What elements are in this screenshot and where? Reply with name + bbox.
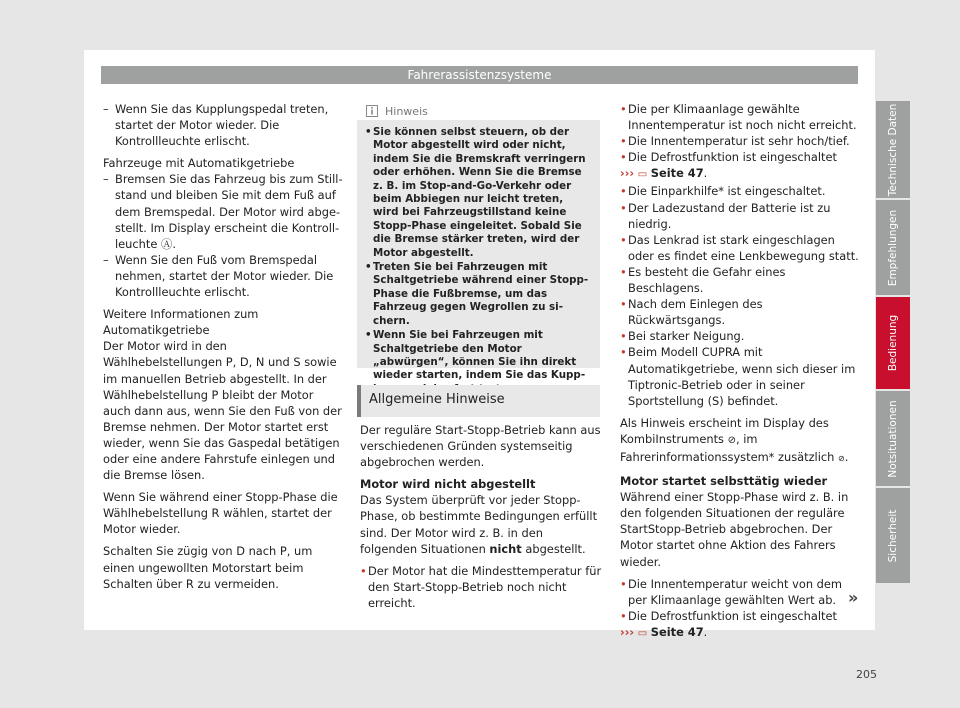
note-title: Hinweis xyxy=(385,105,428,118)
bullet-item: • Bei starker Neigung. xyxy=(620,329,745,344)
bullet-item: • Das Lenkrad ist stark eingeschlagen oder es findet eine Lenkbewegung statt. xyxy=(620,232,859,263)
page-reference[interactable]: ››› ▭ Seite 47. xyxy=(620,624,860,642)
bullet-item: • Der Motor hat die Mindesttemperatur für den Start-Stopp-Betrieb noch nicht erreicht. xyxy=(360,563,602,610)
dash-item: – Bremsen Sie das Fahrzeug bis zum Stillstand und bleiben Sie mit dem Fuß auf dem Bremspedal. Der Motor wird abgestellt. Im Display erscheint die Kontrollleuchte Ⓐ. xyxy=(103,172,343,251)
paragraph: Der reguläre Start-Stopp-Betrieb kann aus verschiedenen Gründen systemseitig abgebrochen werden. xyxy=(360,423,601,470)
paragraph: Der Motor wird in den Wählhebelstellungen P, D, N und S sowie im manuellen Betrieb abgestellt. In der Wählhebelstellung P bleibt der Motor auch dann aus, wenn Sie den Fuß von der Bremse nehmen. Der Motor startet erst wieder, wenn Sie das Gaspedal betätigen oder eine andere Fahrstufe einlegen und die Bremse lösen. xyxy=(103,339,342,483)
bullet-item: • Die per Klimaanlage gewählte Innentemperatur ist noch nicht erreicht. xyxy=(620,102,857,133)
bullet-item: • Die Innentemperatur weicht von dem per Klimaanlage gewählten Wert ab. xyxy=(620,576,842,607)
bullet-item: • Die Innentemperatur ist sehr hoch/tief. xyxy=(620,134,850,149)
continue-arrow: » xyxy=(848,588,859,607)
middle-column xyxy=(360,422,602,611)
subheading: Fahrzeuge mit Automatikgetriebe xyxy=(103,156,295,171)
page-reference[interactable]: ››› ▭ Seite 47. xyxy=(620,165,860,183)
note-item: • Sie können selbst steuern, ob der Motor abgestellt wird oder nicht, indem Sie die Bremskraft verringern oder erhöhen. Wenn Sie die Bremse z. B. im Stop-and-Go-Verkehr oder beim Abbiegen nur leicht treten, wird bei Fahrzeugstillstand keine Stopp-Phase eingeleitet. Sobald Sie die Bremse stärker treten, wird der Motor abgestellt. xyxy=(365,126,586,259)
tab-sicherheit[interactable]: Sicherheit xyxy=(876,488,910,583)
start-stop-icon: ⊘ xyxy=(727,434,736,446)
tab-empfehlungen[interactable]: Empfehlungen xyxy=(876,200,910,295)
page-number: 205 xyxy=(856,668,877,681)
bullet-item: • Der Ladezustand der Batterie ist zu niedrig. xyxy=(620,200,831,231)
bullet-item: • Es besteht die Gefahr eines Beschlagens. xyxy=(620,264,786,296)
bullet-item: • Beim Modell CUPRA mit Automatikgetriebe, wenn sich dieser im Tiptronic-Betrieb oder in seiner Sportstellung (S) befindet. xyxy=(620,345,856,408)
section-accent xyxy=(357,385,361,417)
paragraph: Als Hinweis erscheint im Display des KombiInstruments ⊘, im Fahrerinformationssystem* zusätzlich ⊘. xyxy=(620,415,860,467)
book-icon: ▭ xyxy=(637,169,648,181)
left-column xyxy=(103,101,343,592)
section-heading-bar xyxy=(357,385,600,417)
dash-item: – Wenn Sie den Fuß vom Bremspedal nehmen, startet der Motor wieder. Die Kontrollleuchte erlischt. xyxy=(103,252,334,300)
bullet-item: • Die Defrostfunktion ist eingeschaltet xyxy=(620,608,837,623)
paragraph: Während einer Stopp-Phase wird z. B. in den folgenden Situationen der reguläre StartStopp-Betrieb abgebrochen. Der Motor startet ohne Aktion des Fahrers wieder. xyxy=(620,490,849,569)
paragraph: Wenn Sie während einer Stopp-Phase die Wählhebelstellung R wählen, startet der Motor wieder. xyxy=(103,490,338,537)
bullet-item: • Nach dem Einlegen des Rückwärtsgangs. xyxy=(620,297,763,328)
note-item: • Treten Sie bei Fahrzeugen mit Schaltgetriebe während einer Stopp-Phase die Fußbremse, um das Fahrzeug gegen Wegrollen zu sichern. xyxy=(365,261,589,327)
start-stop-text-icon: ⊘ xyxy=(838,453,845,463)
note-box xyxy=(357,102,600,382)
page-header: Fahrerassistenzsysteme xyxy=(101,66,858,84)
right-column xyxy=(620,101,860,642)
paragraph: Das System überprüft vor jeder Stopp-Phase, ob bestimmte Bedingungen erfüllt sind. Der Motor wird z. B. in den folgenden Situationen nicht abgestellt. xyxy=(360,493,598,556)
subheading: Motor wird nicht abgestellt xyxy=(360,477,536,492)
tab-bedienung[interactable]: Bedienung xyxy=(876,297,910,389)
info-icon xyxy=(366,105,378,117)
book-icon: ▭ xyxy=(637,627,648,639)
tab-notsituationen[interactable]: Notsituationen xyxy=(876,391,910,486)
bullet-item: • Die Einparkhilfe* ist eingeschaltet. xyxy=(620,184,826,199)
tab-technische-daten[interactable]: Technische Daten xyxy=(876,101,910,198)
note-header xyxy=(357,102,600,120)
note-item: • Wenn Sie bei Fahrzeugen mit Schaltgetriebe den Motor „abwürgen“, können Sie ihn direkt wieder starten, indem Sie das Kupp xyxy=(365,329,586,382)
paragraph: Schalten Sie zügig von D nach P, um einen ungewollten Motorstart beim Schalten über R zu vermeiden. xyxy=(103,544,313,591)
bullet-item: • Die Defrostfunktion ist eingeschaltet xyxy=(620,150,837,165)
section-title: Allgemeine Hinweise xyxy=(369,392,505,407)
dash-item: – Wenn Sie das Kupplungspedal treten, startet der Motor wieder. Die Kontrollleuchte erlischt. xyxy=(103,102,329,149)
subheading: Weitere Informationen zum Automatikgetriebe xyxy=(103,307,259,338)
subheading: Motor startet selbsttätig wieder xyxy=(620,474,828,489)
